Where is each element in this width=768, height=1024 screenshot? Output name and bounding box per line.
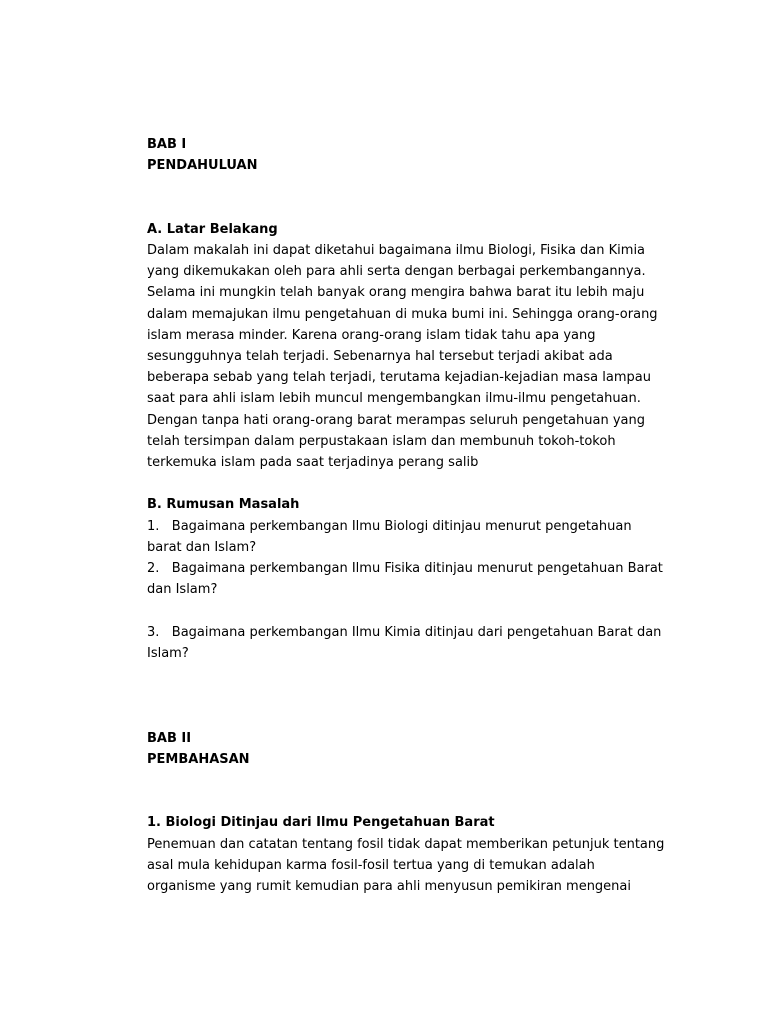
chapter2-title: PEMBAHASAN [147,751,250,767]
document-content [147,134,667,897]
chapter1-label: BAB I [147,137,187,152]
spacer [147,473,667,494]
chapter2-label: BAB II [147,730,192,746]
section-1-body: Penemuan dan catatan tentang fosil tidak dapat memberikan petunjuk tentang asal mula kehidupan karma fosil-fosil tertua yang di temukan adalah organisme yang rumit kemudian para ahli menyusun pemikiran mengenai [147,836,665,895]
spacer [147,664,667,728]
section-b-heading: B. Rumusan Masalah [147,497,300,513]
spacer [147,600,667,621]
section-a-heading: A. Latar Belakang [147,221,278,237]
rumusan-item-1: 1. Bagaimana perkembangan Ilmu Biologi ditinjau menurut pengetahuan barat dan Islam? [147,518,636,555]
section-1-heading: 1. Biologi Ditinjau dari Ilmu Pengetahuan Barat [147,815,495,831]
rumusan-item-2: 2. Bagaimana perkembangan Ilmu Fisika ditinjau menurut pengetahuan Barat dan Islam? [147,561,668,598]
spacer [147,176,667,218]
spacer [147,770,667,812]
rumusan-item-3: 3. Bagaimana perkembangan Ilmu Kimia ditinjau dari pengetahuan Barat dan Islam? [147,624,666,661]
section-a-body: Dalam makalah ini dapat diketahui bagaimana ilmu Biologi, Fisika dan Kimia yang dikemukakan oleh para ahli serta dengan berbagai perkembangannya. Selama ini mungkin telah banyak orang mengira bahwa barat itu lebih maju dalam memajukan ilmu pengetahuan di muka bumi ini. Sehingga orang-orang islam merasa minder. Karena orang-orang islam tidak tahu apa yang sesungguhnya telah terjadi. Sebenarnya hal tersebut terjadi akibat ada beberapa sebab yang telah terjadi, terutama kejadian-kejadian masa lampau saat para ahli islam lebih muncul mengembangkan ilmu-ilmu pengetahuan. Dengan tanpa hati orang-orang barat merampas seluruh pengetahuan yang telah tersimpan dalam perpustakaan islam dan membunuh tokoh-tokoh terkemuka islam pada saat terjadinya perang salib [147,243,658,471]
chapter1-title: PENDAHULUAN [147,158,258,174]
